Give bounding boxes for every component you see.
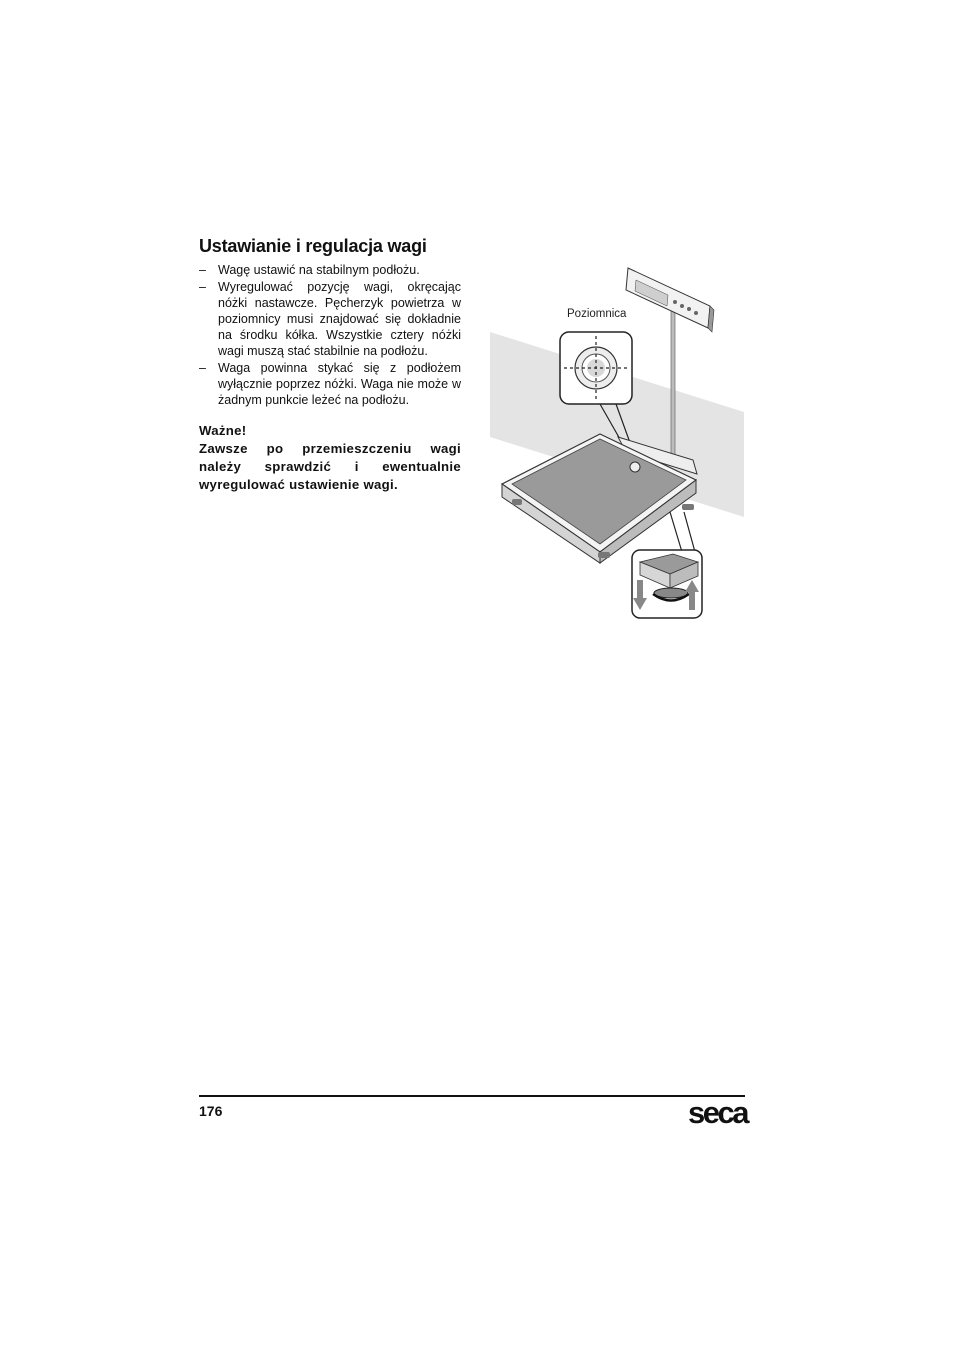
pointer-line xyxy=(684,512,695,552)
instruction-list xyxy=(199,262,461,409)
list-item xyxy=(199,279,461,359)
footer-rule xyxy=(199,1095,745,1097)
list-item xyxy=(199,360,461,408)
important-heading: Ważne! xyxy=(199,423,247,438)
pointer-line xyxy=(670,512,682,552)
important-note xyxy=(199,422,461,494)
important-text: Zawsze po przemieszczeniu wagi należy sprawdzić i ewentualnie wyregulować ustawienie wagi. xyxy=(199,441,461,492)
page-number: 176 xyxy=(199,1103,223,1119)
scale-platform-icon xyxy=(502,434,697,563)
brand-logo: seca xyxy=(688,1095,747,1130)
scale-illustration xyxy=(490,262,744,622)
list-item-text: Wyregulować pozycję wagi, okręcając nóżki nastawcze. Pęcherzyk powietrza w poziomnicy musi znajdować się dokładnie na środku kółka. Wszystkie cztery nóżki wagi muszą stać stabilnie na podłożu. xyxy=(218,280,461,358)
figure-label: Poziomnica xyxy=(567,308,627,320)
section-title: Ustawianie i regulacja wagi xyxy=(199,236,427,256)
spirit-level-icon xyxy=(560,332,632,404)
bullet-marker: – xyxy=(199,280,206,294)
bullet-marker: – xyxy=(199,361,206,375)
list-item-text: Waga powinna stykać się z podłożem wyłącznie poprzez nóżki. Waga nie może w żadnym punkcie leżeć na podłożu. xyxy=(218,361,461,407)
column xyxy=(671,310,675,465)
bullet-marker: – xyxy=(199,263,206,277)
list-item xyxy=(199,262,461,278)
list-item-text: Wagę ustawić na stabilnym podłożu. xyxy=(218,263,420,277)
display-unit-icon xyxy=(626,268,714,332)
